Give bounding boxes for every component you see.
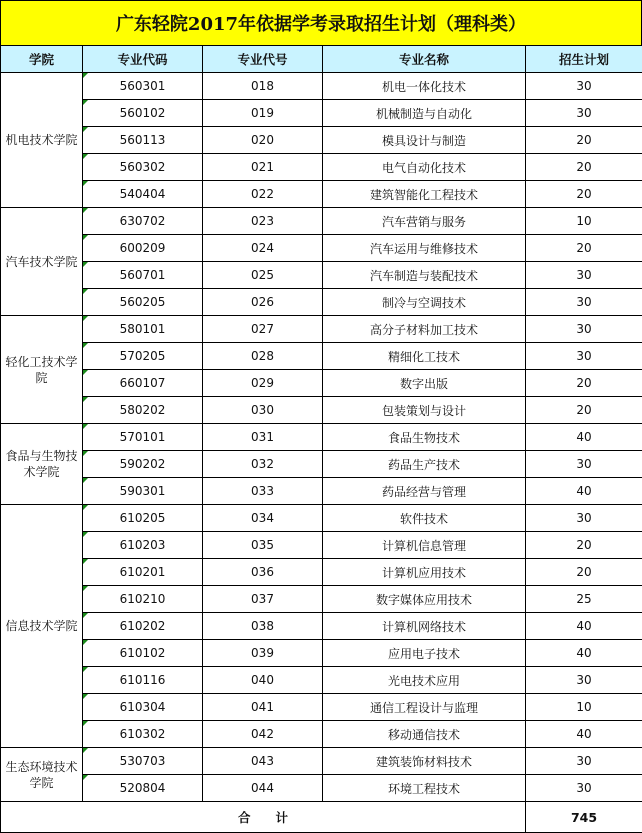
header-major-name: 专业名称 bbox=[323, 46, 526, 73]
table-row bbox=[1, 532, 642, 559]
major-name-cell: 药品生产技术 bbox=[323, 451, 526, 478]
major-number-cell: 018 bbox=[203, 73, 323, 100]
table-row bbox=[1, 721, 642, 748]
major-code-cell: 580101 bbox=[83, 316, 203, 343]
major-name-cell: 汽车营销与服务 bbox=[323, 208, 526, 235]
major-number-cell: 019 bbox=[203, 100, 323, 127]
major-number-cell: 040 bbox=[203, 667, 323, 694]
major-name-cell: 机电一体化技术 bbox=[323, 73, 526, 100]
plan-cell: 10 bbox=[526, 208, 642, 235]
major-code-cell: 560302 bbox=[83, 154, 203, 181]
plan-cell: 40 bbox=[526, 424, 642, 451]
major-number-cell: 043 bbox=[203, 748, 323, 775]
major-code-cell: 610304 bbox=[83, 694, 203, 721]
major-code-cell: 570205 bbox=[83, 343, 203, 370]
major-number-cell: 028 bbox=[203, 343, 323, 370]
plan-cell: 30 bbox=[526, 100, 642, 127]
major-code-cell: 610203 bbox=[83, 532, 203, 559]
major-code-cell: 610202 bbox=[83, 613, 203, 640]
header-row bbox=[1, 46, 642, 73]
major-number-cell: 044 bbox=[203, 775, 323, 802]
major-name-cell: 软件技术 bbox=[323, 505, 526, 532]
major-name-cell: 计算机网络技术 bbox=[323, 613, 526, 640]
major-code-cell: 560301 bbox=[83, 73, 203, 100]
plan-cell: 20 bbox=[526, 532, 642, 559]
table-row bbox=[1, 154, 642, 181]
major-code-cell: 610116 bbox=[83, 667, 203, 694]
table-body bbox=[1, 73, 642, 802]
header-plan: 招生计划 bbox=[526, 46, 642, 73]
plan-cell: 10 bbox=[526, 694, 642, 721]
major-number-cell: 023 bbox=[203, 208, 323, 235]
major-name-cell: 环境工程技术 bbox=[323, 775, 526, 802]
major-number-cell: 038 bbox=[203, 613, 323, 640]
major-name-cell: 汽车运用与维修技术 bbox=[323, 235, 526, 262]
major-name-cell: 制冷与空调技术 bbox=[323, 289, 526, 316]
plan-cell: 30 bbox=[526, 73, 642, 100]
major-number-cell: 039 bbox=[203, 640, 323, 667]
major-number-cell: 024 bbox=[203, 235, 323, 262]
college-cell: 信息技术学院 bbox=[1, 505, 83, 748]
table-row bbox=[1, 505, 642, 532]
table-row bbox=[1, 343, 642, 370]
plan-cell: 20 bbox=[526, 181, 642, 208]
major-code-cell: 580202 bbox=[83, 397, 203, 424]
table-row bbox=[1, 289, 642, 316]
major-number-cell: 037 bbox=[203, 586, 323, 613]
major-name-cell: 建筑智能化工程技术 bbox=[323, 181, 526, 208]
table-row bbox=[1, 370, 642, 397]
plan-cell: 30 bbox=[526, 775, 642, 802]
total-row bbox=[1, 802, 642, 833]
header-college: 学院 bbox=[1, 46, 83, 73]
total-value: 745 bbox=[526, 802, 642, 833]
major-code-cell: 590301 bbox=[83, 478, 203, 505]
major-name-cell: 汽车制造与装配技术 bbox=[323, 262, 526, 289]
major-number-cell: 034 bbox=[203, 505, 323, 532]
table-row bbox=[1, 100, 642, 127]
table-row bbox=[1, 424, 642, 451]
major-code-cell: 560102 bbox=[83, 100, 203, 127]
table-row bbox=[1, 559, 642, 586]
major-code-cell: 590202 bbox=[83, 451, 203, 478]
major-name-cell: 光电技术应用 bbox=[323, 667, 526, 694]
major-number-cell: 026 bbox=[203, 289, 323, 316]
table-row bbox=[1, 586, 642, 613]
major-number-cell: 033 bbox=[203, 478, 323, 505]
plan-cell: 30 bbox=[526, 262, 642, 289]
table-row bbox=[1, 235, 642, 262]
table-row bbox=[1, 694, 642, 721]
plan-cell: 30 bbox=[526, 316, 642, 343]
major-number-cell: 036 bbox=[203, 559, 323, 586]
major-code-cell: 600209 bbox=[83, 235, 203, 262]
major-number-cell: 030 bbox=[203, 397, 323, 424]
total-label: 合 计 bbox=[1, 802, 526, 833]
table-row bbox=[1, 748, 642, 775]
major-code-cell: 610302 bbox=[83, 721, 203, 748]
table-row bbox=[1, 667, 642, 694]
major-number-cell: 021 bbox=[203, 154, 323, 181]
plan-cell: 20 bbox=[526, 127, 642, 154]
major-name-cell: 药品经营与管理 bbox=[323, 478, 526, 505]
major-name-cell: 移动通信技术 bbox=[323, 721, 526, 748]
plan-cell: 25 bbox=[526, 586, 642, 613]
table-row bbox=[1, 73, 642, 100]
college-cell: 汽车技术学院 bbox=[1, 208, 83, 316]
major-name-cell: 通信工程设计与监理 bbox=[323, 694, 526, 721]
major-code-cell: 610205 bbox=[83, 505, 203, 532]
major-code-cell: 520804 bbox=[83, 775, 203, 802]
major-code-cell: 610102 bbox=[83, 640, 203, 667]
plan-cell: 20 bbox=[526, 370, 642, 397]
table-row bbox=[1, 451, 642, 478]
major-name-cell: 计算机应用技术 bbox=[323, 559, 526, 586]
table-row bbox=[1, 208, 642, 235]
college-cell: 生态环境技术学院 bbox=[1, 748, 83, 802]
major-name-cell: 计算机信息管理 bbox=[323, 532, 526, 559]
table-row bbox=[1, 613, 642, 640]
major-number-cell: 027 bbox=[203, 316, 323, 343]
major-number-cell: 042 bbox=[203, 721, 323, 748]
major-name-cell: 模具设计与制造 bbox=[323, 127, 526, 154]
major-number-cell: 035 bbox=[203, 532, 323, 559]
header-major-number: 专业代号 bbox=[203, 46, 323, 73]
plan-cell: 20 bbox=[526, 154, 642, 181]
major-number-cell: 022 bbox=[203, 181, 323, 208]
table-row bbox=[1, 181, 642, 208]
major-name-cell: 建筑装饰材料技术 bbox=[323, 748, 526, 775]
major-code-cell: 610210 bbox=[83, 586, 203, 613]
major-code-cell: 530703 bbox=[83, 748, 203, 775]
major-name-cell: 食品生物技术 bbox=[323, 424, 526, 451]
major-code-cell: 560701 bbox=[83, 262, 203, 289]
college-cell: 食品与生物技术学院 bbox=[1, 424, 83, 505]
major-code-cell: 660107 bbox=[83, 370, 203, 397]
table-row bbox=[1, 640, 642, 667]
plan-cell: 30 bbox=[526, 667, 642, 694]
major-name-cell: 包装策划与设计 bbox=[323, 397, 526, 424]
plan-cell: 30 bbox=[526, 748, 642, 775]
major-code-cell: 630702 bbox=[83, 208, 203, 235]
major-name-cell: 机械制造与自动化 bbox=[323, 100, 526, 127]
major-number-cell: 025 bbox=[203, 262, 323, 289]
plan-cell: 20 bbox=[526, 397, 642, 424]
plan-cell: 30 bbox=[526, 343, 642, 370]
enrollment-plan-table bbox=[0, 45, 642, 833]
major-name-cell: 高分子材料加工技术 bbox=[323, 316, 526, 343]
table-row bbox=[1, 397, 642, 424]
major-number-cell: 031 bbox=[203, 424, 323, 451]
major-name-cell: 精细化工技术 bbox=[323, 343, 526, 370]
plan-cell: 40 bbox=[526, 478, 642, 505]
table-row bbox=[1, 775, 642, 802]
plan-cell: 40 bbox=[526, 640, 642, 667]
plan-cell: 30 bbox=[526, 289, 642, 316]
college-cell: 机电技术学院 bbox=[1, 73, 83, 208]
major-number-cell: 032 bbox=[203, 451, 323, 478]
plan-cell: 30 bbox=[526, 505, 642, 532]
major-number-cell: 029 bbox=[203, 370, 323, 397]
major-code-cell: 610201 bbox=[83, 559, 203, 586]
major-code-cell: 540404 bbox=[83, 181, 203, 208]
table-row bbox=[1, 478, 642, 505]
page-title: 广东轻院2017年依据学考录取招生计划（理科类） bbox=[0, 0, 642, 46]
major-number-cell: 020 bbox=[203, 127, 323, 154]
major-number-cell: 041 bbox=[203, 694, 323, 721]
major-name-cell: 数字出版 bbox=[323, 370, 526, 397]
header-major-code: 专业代码 bbox=[83, 46, 203, 73]
college-cell: 轻化工技术学院 bbox=[1, 316, 83, 424]
plan-cell: 30 bbox=[526, 451, 642, 478]
major-code-cell: 560205 bbox=[83, 289, 203, 316]
plan-cell: 40 bbox=[526, 613, 642, 640]
major-name-cell: 电气自动化技术 bbox=[323, 154, 526, 181]
plan-cell: 20 bbox=[526, 235, 642, 262]
plan-cell: 40 bbox=[526, 721, 642, 748]
major-code-cell: 560113 bbox=[83, 127, 203, 154]
major-name-cell: 数字媒体应用技术 bbox=[323, 586, 526, 613]
major-code-cell: 570101 bbox=[83, 424, 203, 451]
plan-cell: 20 bbox=[526, 559, 642, 586]
table-row bbox=[1, 316, 642, 343]
table-row bbox=[1, 127, 642, 154]
table-row bbox=[1, 262, 642, 289]
major-name-cell: 应用电子技术 bbox=[323, 640, 526, 667]
